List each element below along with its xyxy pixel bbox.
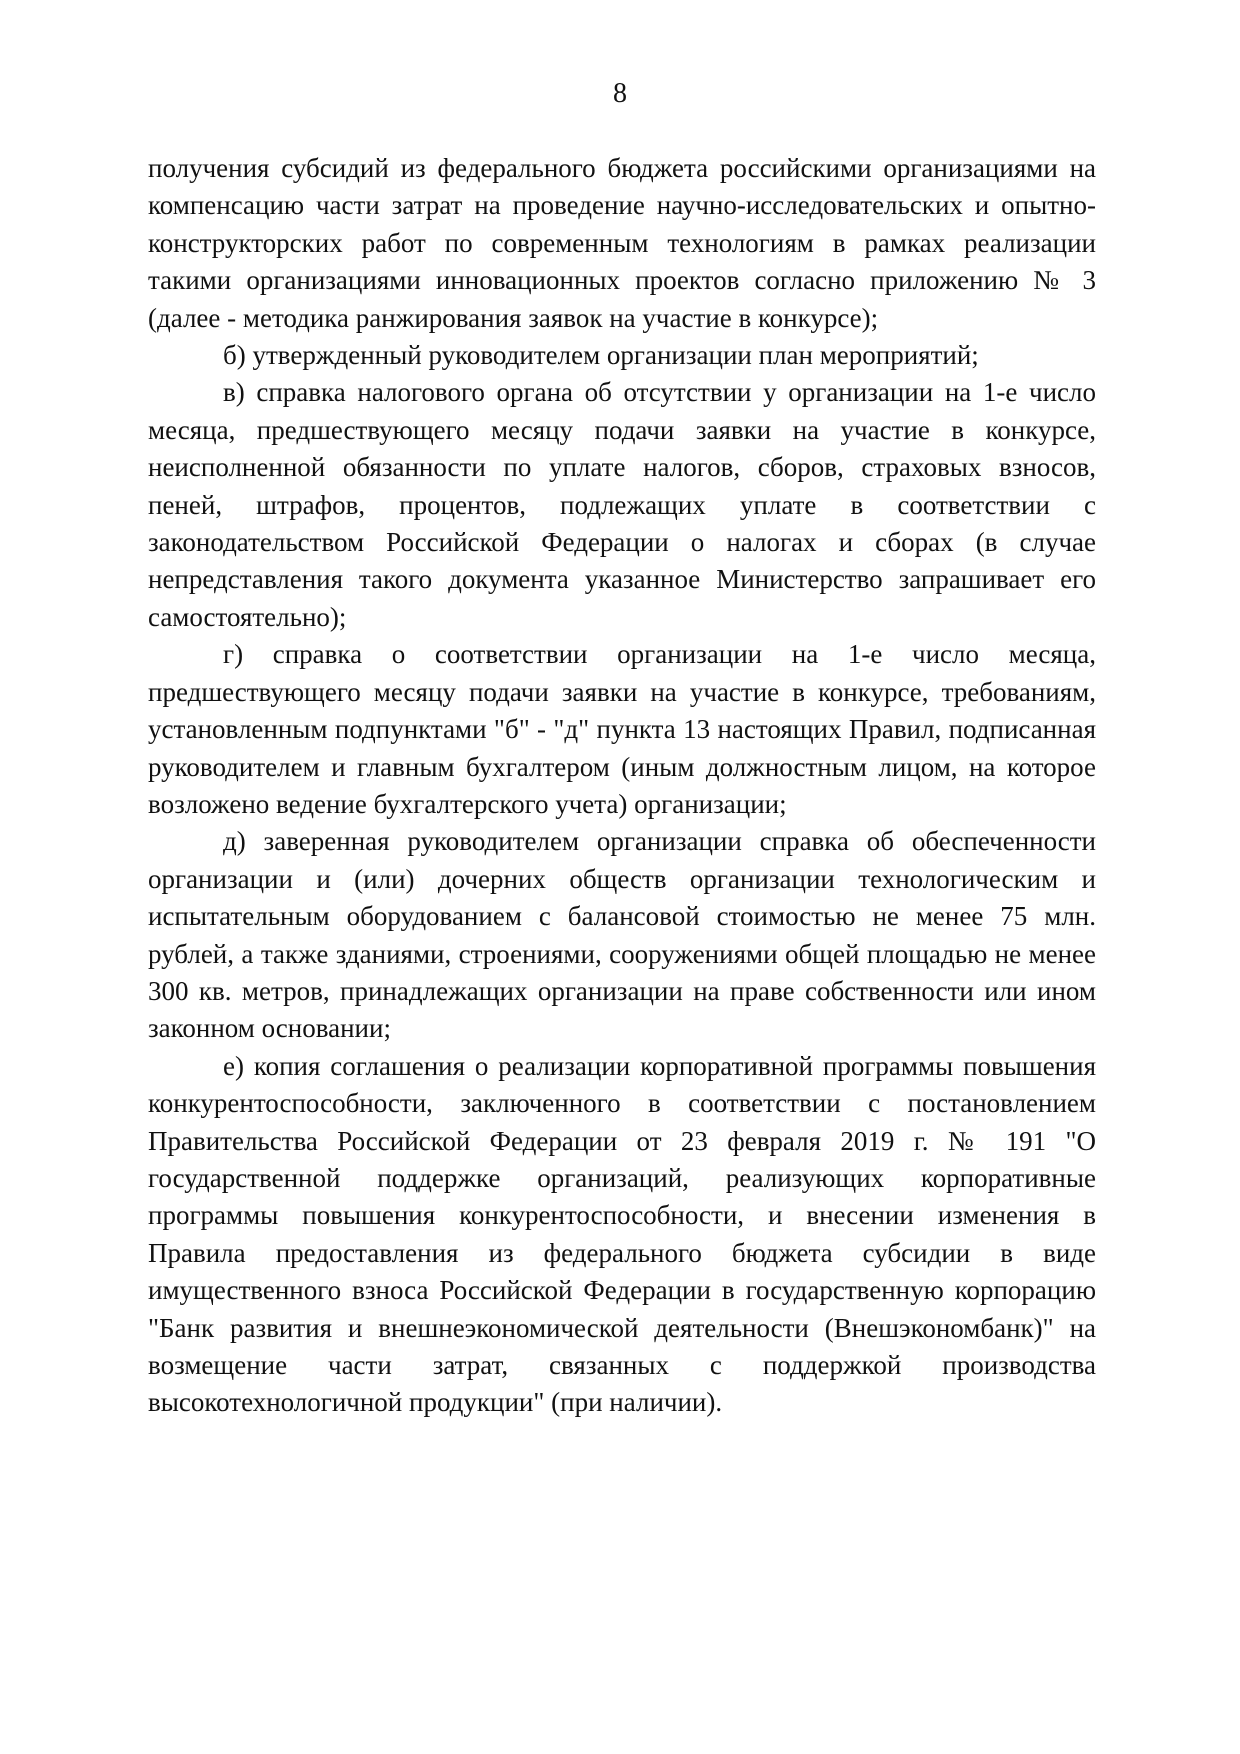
- page-number: 8: [613, 78, 627, 109]
- paragraph-item-v: в) справка налогового органа об отсутствии у организации на 1-е число месяца, предшествующего месяцу подачи заявки на участие в конкурсе, неисполненной обязанности по уплате налогов, сборов, страховых взносов, пеней, штрафов, процентов, подлежащих уплате в соответствии с законодательством Российской Федерации о налогах и сборах (в случае непредставления такого документа указанное Министерство запрашивает его самостоятельно);: [148, 377, 1096, 632]
- paragraph-item-g: г) справка о соответствии организации на 1-е число месяца, предшествующего месяцу подачи заявки на участие в конкурсе, требованиям, установленным подпунктами "б" - "д" пункта 13 настоящих Правил, подписанная руководителем и главным бухгалтером (иным должностным лицом, на которое возложено ведение бухгалтерского учета) организации;: [148, 639, 1096, 819]
- document-body: [148, 150, 1096, 1422]
- paragraph-continuation: получения субсидий из федерального бюджета российскими организациями на компенсацию части затрат на проведение научно-исследовательских и опытно-конструкторских работ по современным технологиям в рамках реализации такими организациями инновационных проектов согласно приложению № 3 (далее - методика ранжирования заявок на участие в конкурсе);: [148, 153, 1096, 333]
- paragraph-item-e: е) копия соглашения о реализации корпоративной программы повышения конкурентоспособности, заключенного в соответствии с постановлением Правительства Российской Федерации от 23 февраля 2019 г. № 191 "О государственной поддержке организаций, реализующих корпоративные программы повышения конкурентоспособности, и внесении изменения в Правила предоставления из федерального бюджета субсидии в виде имущественного взноса Российской Федерации в государственную корпорацию "Банк развития и внешнеэкономической деятельности (Внешэкономбанк)" на возмещение части затрат, связанных с поддержкой производства высокотехнологичной продукции" (при наличии).: [148, 1050, 1096, 1418]
- paragraph-item-b: б) утвержденный руководителем организации план мероприятий;: [223, 340, 979, 371]
- paragraph-item-d: д) заверенная руководителем организации справка об обеспеченности организации и (или) дочерних обществ организации технологическим и испытательным оборудованием с балансовой стоимостью не менее 75 млн. рублей, а также зданиями, строениями, сооружениями общей площадью не менее 300 кв. метров, принадлежащих организации на праве собственности или ином законном основании;: [148, 826, 1096, 1044]
